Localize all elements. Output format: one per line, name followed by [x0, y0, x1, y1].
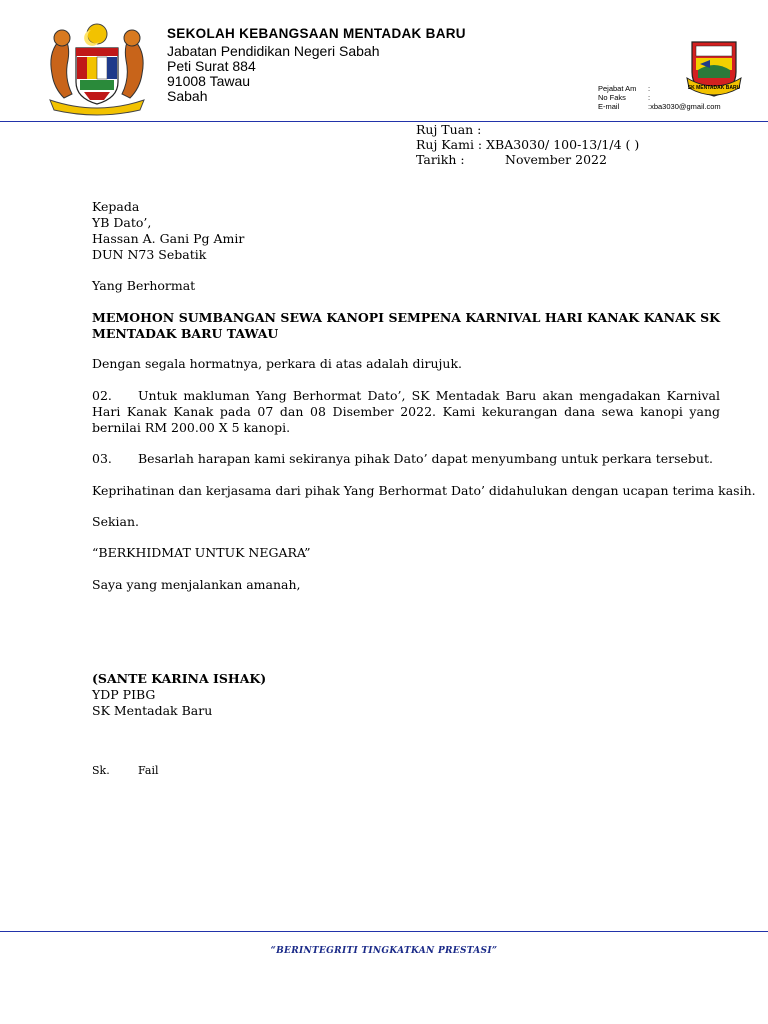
address-line-3: 91008 Tawau	[167, 73, 251, 89]
salutation: Yang Berhormat	[92, 278, 196, 293]
email-label: E-mail	[598, 102, 620, 111]
cc-value: Fail	[138, 764, 159, 777]
contact-email	[598, 102, 721, 112]
paragraph-02-text: Untuk makluman Yang Berhormat Dato’, SK Mentadak Baru akan mengadakan Karnival Hari Kanak Kanak pada 07 dan 08 Disember 2022. Kami kekurangan dana sewa kanopi yang bernilai RM 200.00 X 5 kanopi.	[92, 388, 720, 435]
thanks-line: Keprihatinan dan kerjasama dari pihak Yang Berhormat Dato’ didahulukan dengan ucapan terima kasih.	[92, 483, 756, 498]
signatory-org: SK Mentadak Baru	[92, 703, 213, 718]
kepada: Kepada	[92, 199, 140, 214]
opening-line: Dengan segala hormatnya, perkara di atas adalah dirujuk.	[92, 356, 463, 371]
cc-label: Sk.	[92, 764, 110, 777]
recipient-line-1: YB Dato’,	[92, 215, 152, 230]
footer-rule	[0, 931, 768, 932]
office-label: Pejabat Am	[598, 84, 637, 93]
footer-motto: “BERINTEGRITI TINGKATKAN PRESTASI”	[270, 946, 498, 956]
sekian: Sekian.	[92, 514, 140, 529]
recipient-line-3: DUN N73 Sebatik	[92, 247, 207, 262]
address-line-2: Peti Surat 884	[167, 58, 256, 74]
recipient-line-2: Hassan A. Gani Pg Amir	[92, 231, 245, 246]
tarikh-value: November 2022	[505, 152, 607, 167]
email-value: :xba3030@gmail.com	[648, 102, 721, 111]
ruj-tuan: Ruj Tuan :	[416, 122, 482, 137]
coat-of-arms-logo	[44, 16, 150, 116]
subject: MEMOHON SUMBANGAN SEWA KANOPI SEMPENA KARNIVAL HARI KANAK KANAK SK MENTADAK BARU TAWAU	[92, 310, 720, 341]
paragraph-02	[92, 388, 720, 436]
office-value: :	[648, 84, 651, 93]
header-rule	[0, 121, 768, 122]
paragraph-03-text: Besarlah harapan kami sekiranya pihak Dato’ dapat menyumbang untuk perkara tersebut.	[138, 451, 713, 466]
slogan: “BERKHIDMAT UNTUK NEGARA”	[92, 545, 311, 560]
paragraph-02-number: 02.	[92, 388, 112, 403]
school-badge-text: SK MENTADAK BARU	[687, 85, 741, 91]
address-line-1: Jabatan Pendidikan Negeri Sabah	[167, 43, 380, 59]
signatory-title: YDP PIBG	[92, 687, 156, 702]
closing-line: Saya yang menjalankan amanah,	[92, 577, 301, 592]
fax-label: No Faks	[598, 93, 626, 102]
paragraph-03-number: 03.	[92, 451, 112, 466]
signatory-name: (SANTE KARINA ISHAK)	[92, 671, 267, 686]
fax-value: :	[648, 93, 651, 102]
tarikh-label: Tarikh :	[416, 152, 465, 167]
ruj-kami: Ruj Kami : XBA3030/ 100-13/1/4 ( )	[416, 137, 640, 152]
school-badge-logo	[686, 38, 742, 100]
school-name: SEKOLAH KEBANGSAAN MENTADAK BARU	[167, 26, 466, 41]
address-line-4: Sabah	[167, 88, 208, 104]
